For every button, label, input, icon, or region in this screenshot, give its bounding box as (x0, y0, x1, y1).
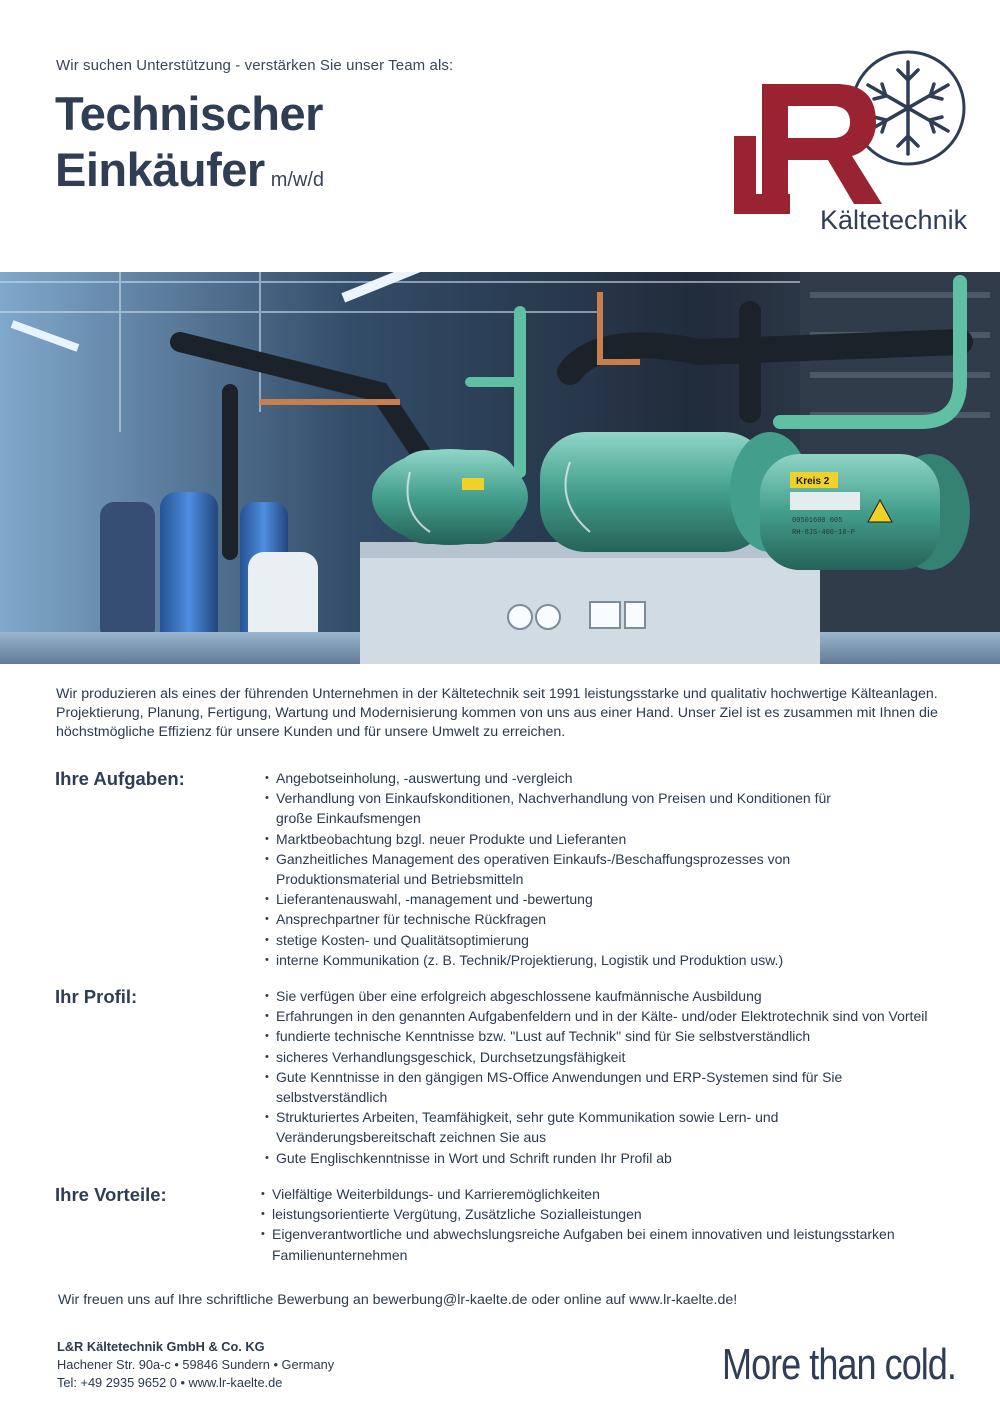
list-item: • Gute Kenntnisse in den gängigen MS-Office Anwendungen und ERP-Systemen sind für Sie selbstverständlich (264, 1067, 874, 1107)
compressor-label: Kreis 2 (796, 476, 830, 487)
hero-image (0, 272, 1000, 664)
profile-title: Ihr Profil: (55, 986, 138, 1007)
profile-list (264, 986, 984, 1168)
list-item: • Strukturiertes Arbeiten, Teamfähigkeit, sehr gute Kommunikation sowie Lern- und Veränderungsbereitschaft zeichnen Sie aus (264, 1107, 834, 1147)
list-item: • leistungsorientierte Vergütung, Zusätzliche Sozialleistungen (260, 1204, 960, 1224)
list-item: • Ansprechpartner für technische Rückfragen (264, 909, 984, 929)
gender-suffix: m/w/d (270, 169, 325, 191)
company-contact: Tel: +49 2935 9652 0 • www.lr-kaelte.de (57, 1375, 283, 1390)
slogan: More than cold. (722, 1340, 956, 1389)
nameplate-text: 00501600 005 (792, 517, 843, 525)
company-logo (728, 36, 968, 236)
list-item: • fundierte technische Kenntnisse bzw. "Lust auf Technik" sind für Sie selbstverständlich (264, 1026, 984, 1046)
benefits-list (260, 1184, 960, 1265)
list-item: • interne Kommunikation (z. B. Technik/Projektierung, Logistik und Produktion usw.) (264, 950, 984, 970)
company-info (57, 1338, 334, 1392)
list-item: • Marktbeobachtung bzgl. neuer Produkte und Lieferanten (264, 829, 984, 849)
tasks-list (264, 768, 984, 970)
intro-line: Wir suchen Unterstützung - verstärken Sie unser Team als: (56, 57, 454, 74)
list-item: • stetige Kosten- und Qualitätsoptimierung (264, 930, 984, 950)
intro-paragraph: Wir produzieren als eines der führenden Unternehmen in der Kältetechnik seit 1991 leistungsstarke und qualitativ hochwertige Kälteanlagen. Projektierung, Planung, Fertigung, Wartung und Modernisierung kommen von uns aus einer Hand. Unser Ziel ist es zusammen mit Ihnen die höchstmögliche Effizienz für unsere Kunden und für unsere Umwelt zu erreichen. (56, 686, 938, 740)
company-address: Hachener Str. 90a-c • 59846 Sundern • Germany (57, 1357, 335, 1372)
list-item: • Erfahrungen in den genannten Aufgabenfeldern und in der Kälte- und/oder Elektrotechnik sind von Vorteil (264, 1006, 984, 1026)
benefits-title: Ihre Vorteile: (55, 1184, 167, 1205)
tasks-title: Ihre Aufgaben: (55, 768, 185, 789)
list-item: • Ganzheitliches Management des operativen Einkaufs-/Beschaffungsprozesses von Produktionsmaterial und Betriebsmitteln (264, 849, 824, 889)
list-item: • Angebotseinholung, -auswertung und -vergleich (264, 768, 984, 788)
list-item: • Vielfältige Weiterbildungs- und Karrieremöglichkeiten (260, 1184, 960, 1204)
list-item: • Sie verfügen über eine erfolgreich abgeschlossene kaufmännische Ausbildung (264, 986, 984, 1006)
list-item: • sicheres Verhandlungsgeschick, Durchsetzungsfähigkeit (264, 1047, 984, 1067)
job-title (55, 86, 324, 208)
model-text: RH-8JS-400-10-P (792, 529, 856, 537)
logo-letter-r (762, 84, 882, 204)
apply-line: Wir freuen uns auf Ihre schriftliche Bewerbung an bewerbung@lr-kaelte.de oder online auf www.lr-kaelte.de! (58, 1292, 738, 1308)
job-title-line2: Einkäufer (55, 143, 265, 196)
logo-brand-text: Kältetechnik (820, 205, 968, 235)
list-item: • Eigenverantwortliche und abwechslungsreiche Aufgaben bei einem innovativen und leistungsstarken Familienunternehmen (260, 1224, 950, 1264)
company-name: L&R Kältetechnik GmbH & Co. KG (57, 1339, 265, 1354)
job-title-line1: Technischer (55, 87, 323, 140)
list-item: • Verhandlung von Einkaufskonditionen, Nachverhandlung von Preisen und Konditionen für große Einkaufsmengen (264, 788, 864, 828)
list-item: • Lieferantenauswahl, -management und -bewertung (264, 889, 984, 909)
list-item: • Gute Englischkenntnisse in Wort und Schrift runden Ihr Profil ab (264, 1148, 984, 1168)
